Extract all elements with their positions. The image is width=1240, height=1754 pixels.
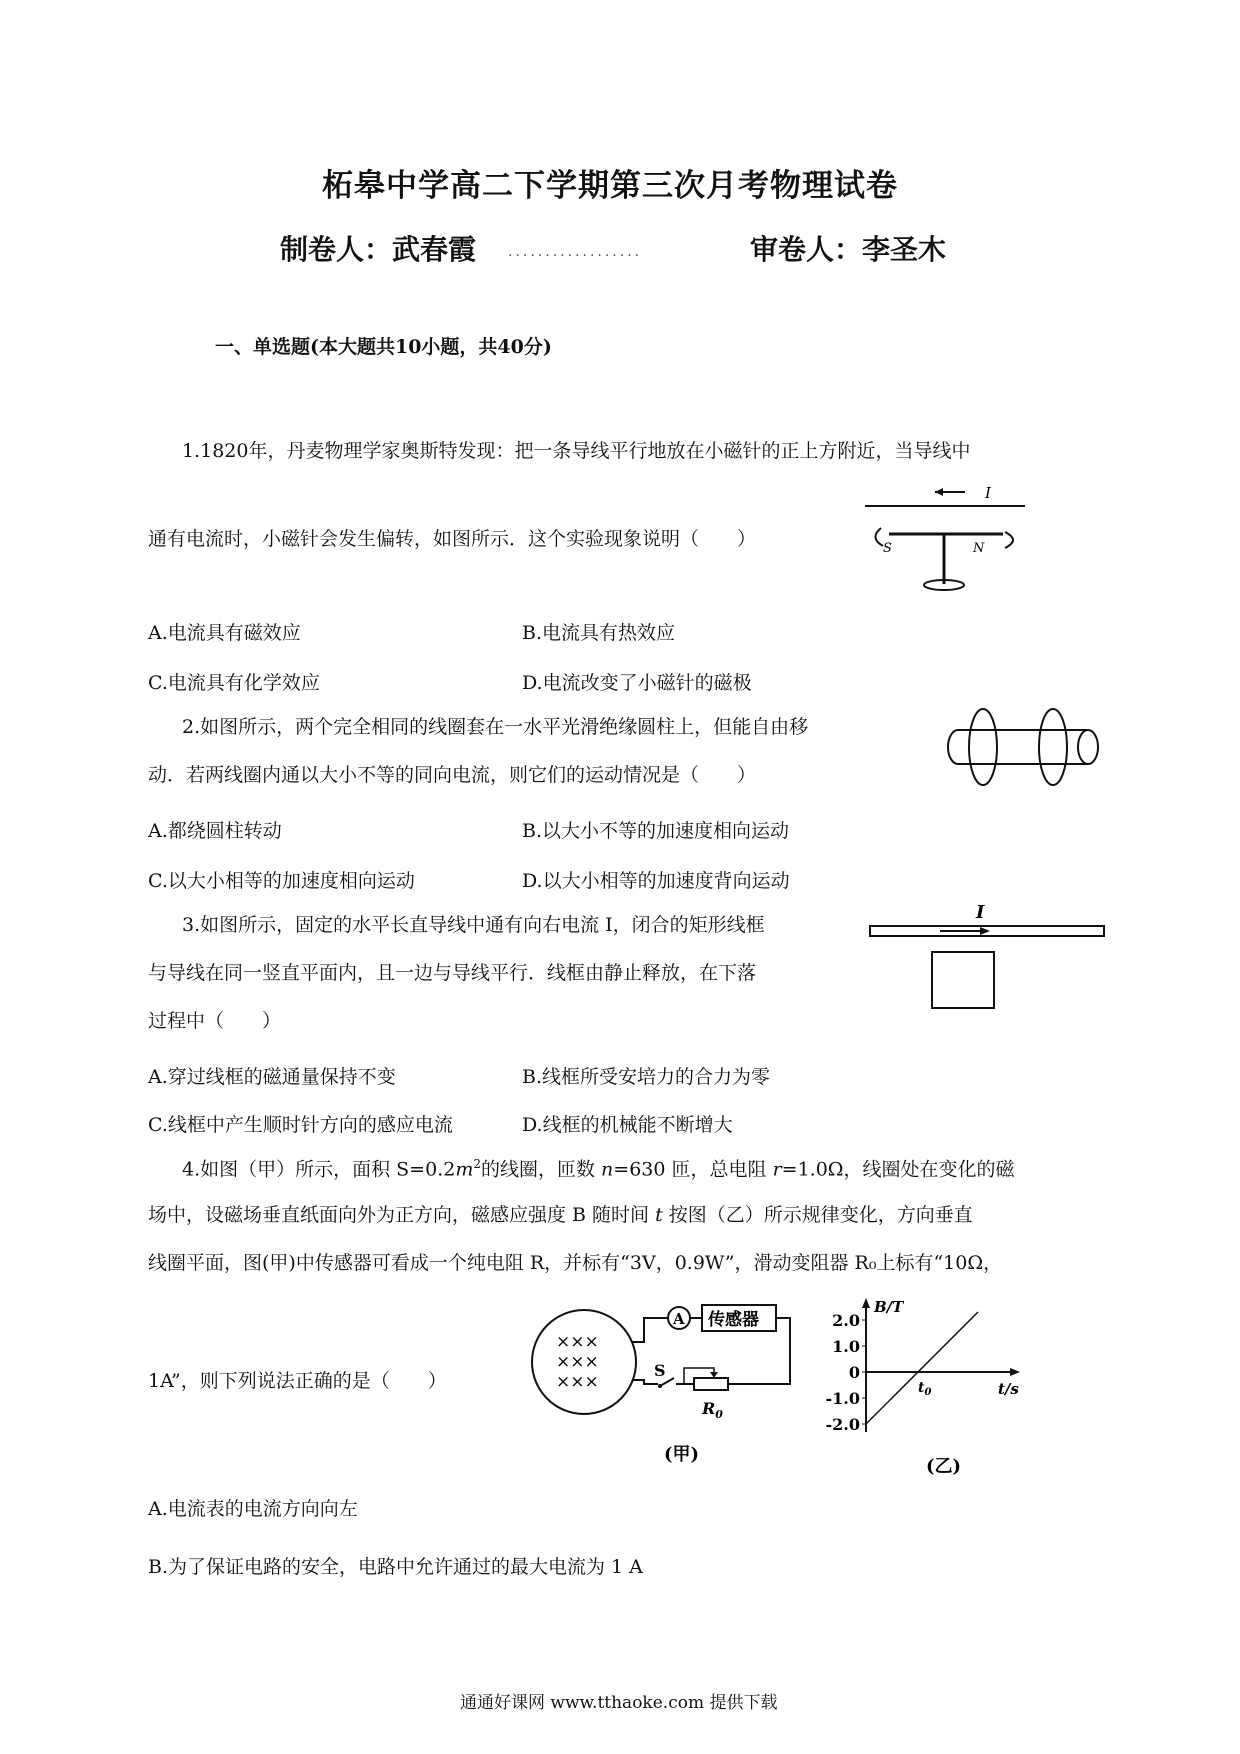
page-footer: 通通好课网 www.tthaoke.com 提供下载 <box>460 1693 778 1713</box>
q1-fig-current-label: I <box>985 484 991 502</box>
coil-cross-row: ××× <box>556 1332 599 1352</box>
q3-option-c: C.线框中产生顺时针方向的感应电流 <box>148 1114 453 1136</box>
q4-graph-figure <box>818 1290 1028 1476</box>
q2-figure <box>938 702 1108 792</box>
graph-y-tick-label: -1.0 <box>825 1389 860 1408</box>
q3-line1: 3.如图所示，固定的水平长直导线中通有向右电流 I，闭合的矩形线框 <box>182 914 765 936</box>
graph-y-tick-label: 1.0 <box>832 1337 860 1356</box>
q4-line1: 4.如图（甲）所示，面积 $S=0.2m^2$的线圈，匝数 n=630 匝，总电阻 r=1.0Ω，线圈处在变化的磁 <box>182 1157 1015 1181</box>
q1-option-a: A.电流具有磁效应 <box>148 622 301 644</box>
sensor-label: 传感器 <box>708 1310 759 1330</box>
q3-line2: 与导线在同一竖直平面内，且一边与导线平行．线框由静止释放，在下落 <box>148 962 757 984</box>
q1-figure <box>855 482 1030 594</box>
graph-b-line <box>866 1312 978 1424</box>
graph-ylabel: B/T <box>874 1298 904 1316</box>
coil-cross-row: ××× <box>556 1352 599 1372</box>
q3-fig-current-label: I <box>976 902 985 923</box>
coil-cross-row: ××× <box>556 1372 599 1392</box>
section-heading: 一、单选题(本大题共10小题，共40分) <box>215 336 552 358</box>
q2-option-b: B.以大小不等的加速度相向运动 <box>522 820 790 842</box>
switch-label: S <box>654 1361 666 1380</box>
reviewer-label: 审卷人：李圣木 <box>750 233 947 266</box>
q2-option-a: A.都绕圆柱转动 <box>148 820 282 842</box>
q2-line2: 动．若两线圈内通以大小不等的同向电流，则它们的运动情况是（ ） <box>148 764 757 786</box>
q1-fig-north-label: N <box>973 541 985 556</box>
graph-y-ticks <box>826 1311 866 1434</box>
rheostat-label: $R_0$ <box>702 1399 723 1421</box>
circuit-caption: (甲) <box>664 1444 700 1465</box>
q1-line1: 1.1820年，丹麦物理学家奥斯特发现：把一条导线平行地放在小磁针的正上方附近，当导线中 <box>182 440 971 462</box>
maker-label: 制卷人：武春霞 <box>280 233 477 266</box>
q1-line2: 通有电流时，小磁针会发生偏转，如图所示．这个实验现象说明（ ） <box>148 528 757 550</box>
q3-option-a: A.穿过线框的磁通量保持不变 <box>148 1066 396 1088</box>
graph-t0-label: $t_0$ <box>918 1380 932 1398</box>
dotted-separator: .................. <box>508 244 643 260</box>
q2-line1: 2.如图所示，两个完全相同的线圈套在一水平光滑绝缘圆柱上，但能自由移 <box>182 716 809 738</box>
q2-option-c: C.以大小相等的加速度相向运动 <box>148 870 415 892</box>
q3-line3: 过程中（ ） <box>148 1010 282 1032</box>
q4-option-b: B.为了保证电路的安全，电路中允许通过的最大电流为 1 A <box>148 1556 643 1578</box>
q4-line3: 线圈平面，图(甲)中传感器可看成一个纯电阻 R，并标有“3V，0.9W”，滑动变阻器 R₀上标有“10Ω， <box>148 1252 1003 1274</box>
q1-option-d: D.电流改变了小磁针的磁极 <box>522 672 752 694</box>
q2-option-d: D.以大小相等的加速度背向运动 <box>522 870 790 892</box>
page-title: 柘皋中学高二下学期第三次月考物理试卷 <box>322 168 898 204</box>
graph-caption: (乙) <box>926 1456 962 1476</box>
graph-y-tick-label: 2.0 <box>832 1311 860 1330</box>
q3-option-b: B.线框所受安培力的合力为零 <box>522 1066 771 1088</box>
q3-figure <box>868 896 1108 1012</box>
graph-xlabel: t/s <box>998 1380 1019 1398</box>
graph-y-tick-label: -2.0 <box>825 1415 860 1434</box>
q4-circuit-figure <box>528 1300 808 1476</box>
q4-line4: 1A”，则下列说法正确的是（ ） <box>148 1370 447 1392</box>
q4-option-a: A.电流表的电流方向向左 <box>148 1498 358 1520</box>
q1-fig-south-label: S <box>883 541 892 556</box>
ammeter-label: A <box>673 1310 685 1328</box>
q1-option-b: B.电流具有热效应 <box>522 622 676 644</box>
q4-line2: 场中，设磁场垂直纸面向外为正方向，磁感应强度 B 随时间 t 按图（乙）所示规律变化，方向垂直 <box>148 1204 973 1226</box>
q3-option-d: D.线框的机械能不断增大 <box>522 1114 733 1136</box>
q1-option-c: C.电流具有化学效应 <box>148 672 320 694</box>
graph-y-tick-label: 0 <box>848 1363 860 1382</box>
